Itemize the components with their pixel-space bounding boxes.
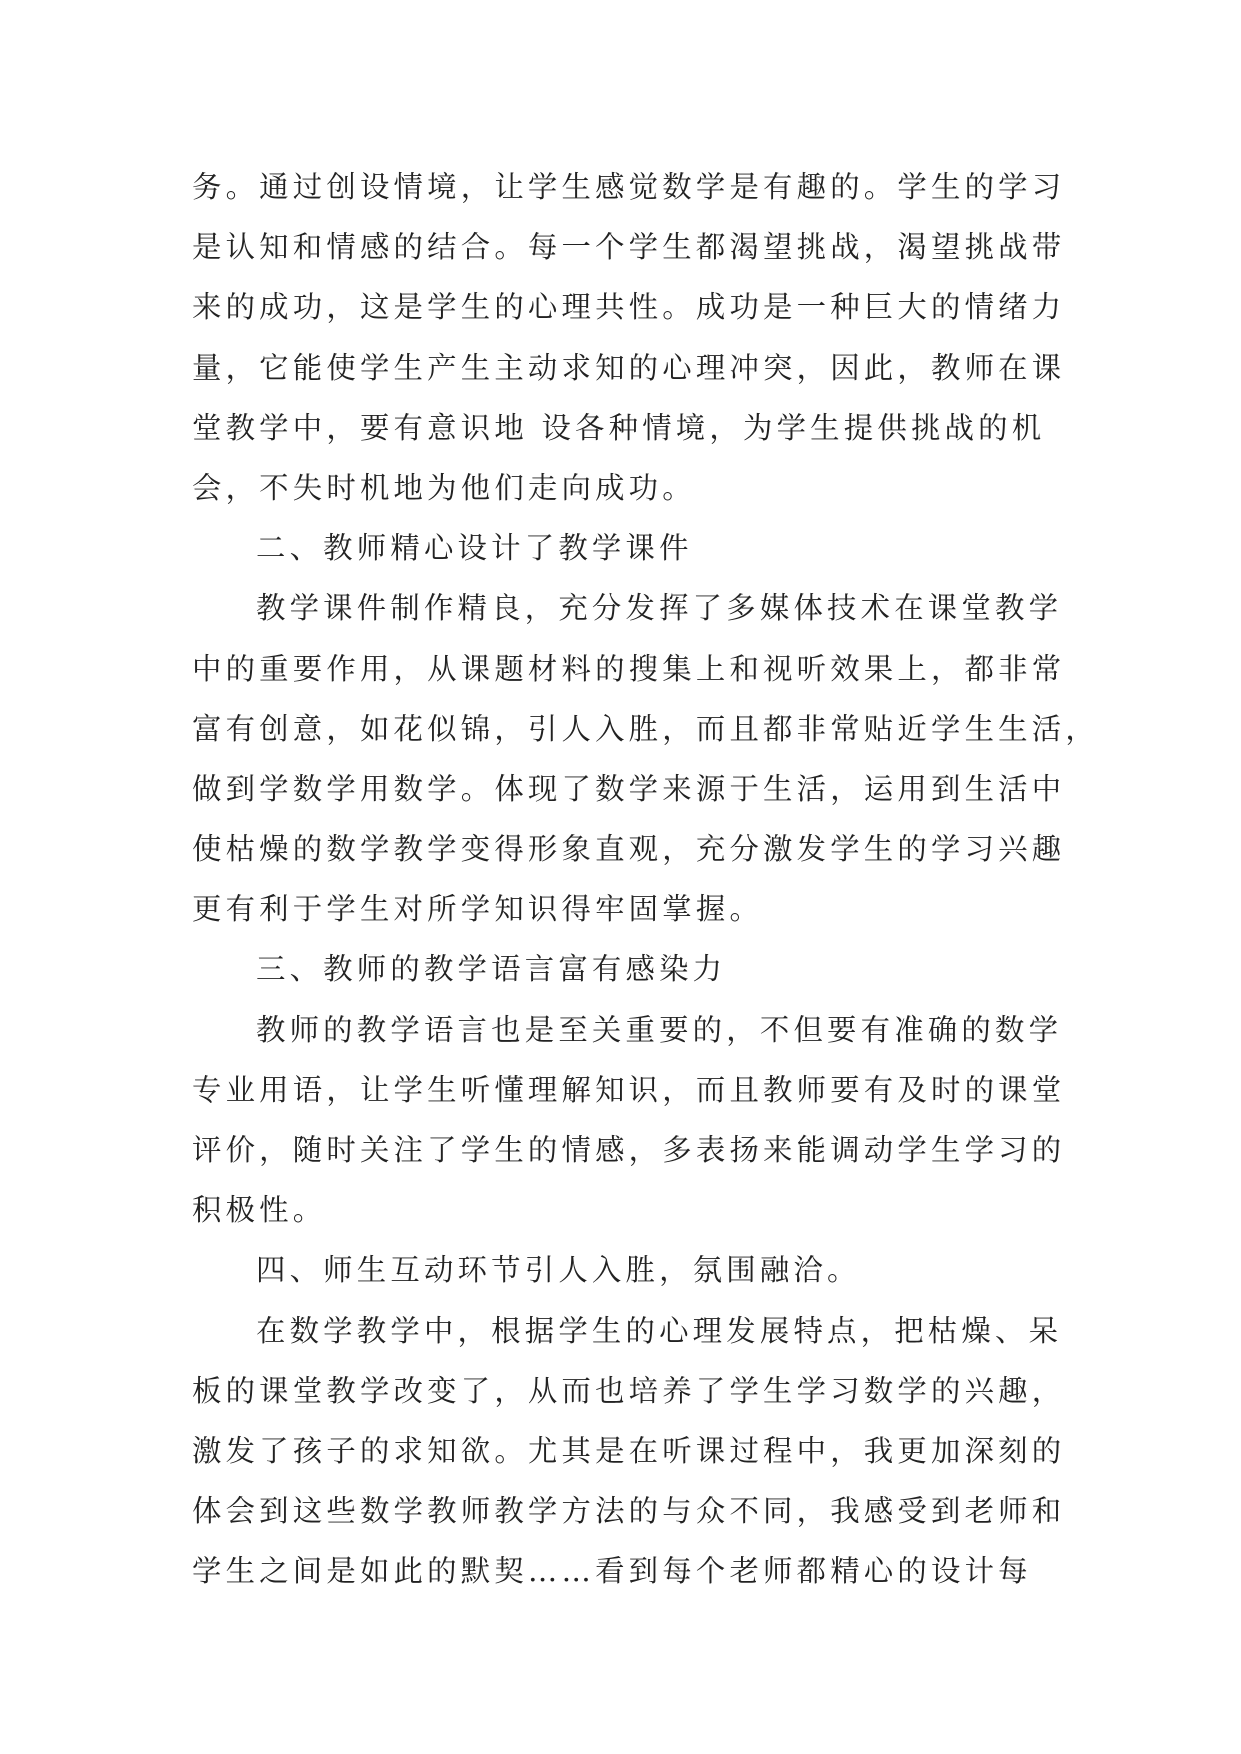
text-line: 富有创意，如花似锦，引人入胜，而且都非常贴近学生生活，: [192, 711, 1099, 746]
document-body: [192, 157, 1099, 1602]
text-line: 务。通过创设情境，让学生感觉数学是有趣的。学生的学习: [192, 170, 1066, 204]
text-line: 做到学数学用数学。体现了数学来源于生活，运用到生活中: [192, 771, 1066, 806]
section-heading: 四、师生互动环节引人入胜，氛围融洽。: [256, 1253, 861, 1288]
text-line: 激发了孩子的求知欲。尤其是在听课过程中，我更加深刻的: [192, 1433, 1066, 1468]
text-line: 体会到这些数学教师教学方法的与众不同，我感受到老师和: [192, 1494, 1066, 1529]
paragraph-first-line: 教学课件制作精良，充分发挥了多媒体技术在课堂教学: [256, 591, 1063, 626]
text-line: 堂教学中，要有意识地 设各种情境，为学生提供挑战的机: [192, 410, 1046, 445]
section-heading: 二、教师精心设计了教学课件: [256, 531, 693, 566]
text-line: 学生之间是如此的默契……看到每个老师都精心的设计每: [192, 1554, 1032, 1589]
text-line: 来的成功，这是学生的心理共性。成功是一种巨大的情绪力: [192, 290, 1066, 325]
text-line: 中的重要作用，从课题材料的搜集上和视听效果上，都非常: [192, 651, 1066, 686]
text-line: 是认知和情感的结合。每一个学生都渴望挑战，渴望挑战带: [192, 230, 1066, 265]
text-line: 专业用语，让学生听懂理解知识，而且教师要有及时的课堂: [192, 1072, 1066, 1107]
paragraph-first-line: 在数学教学中，根据学生的心理发展特点，把枯燥、呆: [256, 1313, 1063, 1348]
text-line: 积极性。: [192, 1193, 327, 1228]
paragraph-first-line: 教师的教学语言也是至关重要的，不但要有准确的数学: [256, 1012, 1063, 1047]
section-heading: 三、教师的教学语言富有感染力: [256, 952, 727, 987]
text-line: 板的课堂教学改变了，从而也培养了学生学习数学的兴趣，: [192, 1373, 1066, 1408]
text-line: 更有利于学生对所学知识得牢固掌握。: [192, 892, 764, 927]
text-line: 量，它能使学生产生主动求知的心理冲突，因此，教师在课: [192, 350, 1066, 385]
text-line: 评价，随时关注了学生的情感，多表扬来能调动学生学习的: [192, 1133, 1066, 1167]
text-line: 使枯燥的数学教学变得形象直观，充分激发学生的学习兴趣: [192, 832, 1066, 867]
text-line: 会，不失时机地为他们走向成功。: [192, 470, 696, 505]
